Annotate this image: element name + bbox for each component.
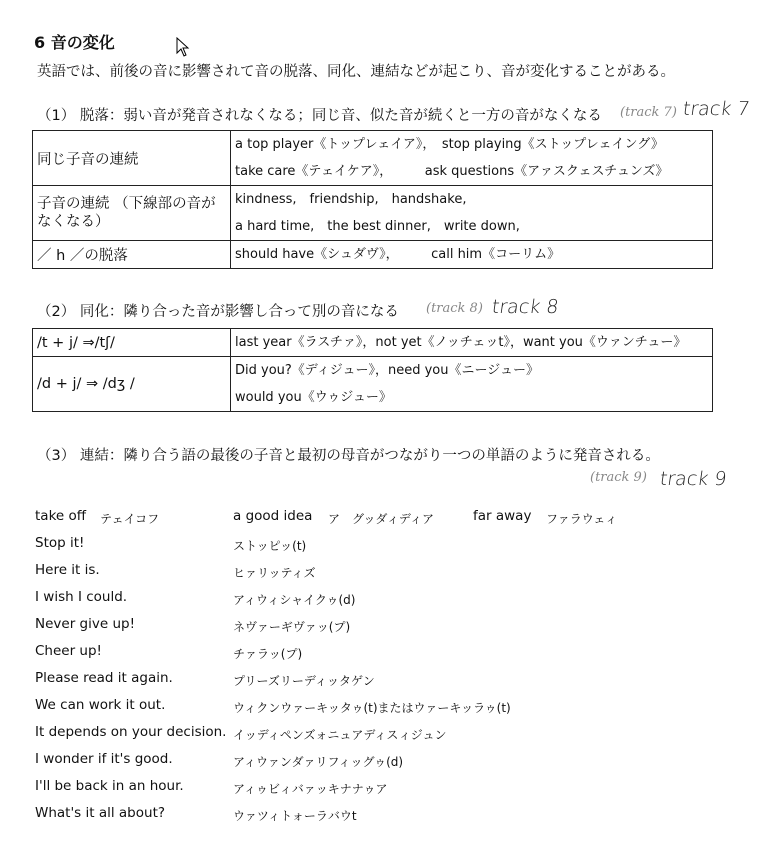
- table-row: [33, 241, 713, 269]
- section3-track-label: (track 9): [590, 470, 647, 485]
- section1-track-handwritten: track 7: [681, 98, 752, 120]
- example-katakana: ストッピッ(t): [233, 539, 307, 553]
- section3-title: （3） 連結：隣り合う語の最後の子音と最初の母音がつながり一つの単語のように発音される。: [37, 448, 660, 464]
- example-line: last year《ラスチァ》，not yet《ノッチェッt》，want you《ウァンチュー》: [235, 335, 687, 350]
- section3-track-handwritten: track 9: [658, 468, 729, 490]
- example-katakana: ファラウェィ: [546, 512, 618, 526]
- example-katakana: アィゥビィバァッキナナゥア: [233, 782, 388, 796]
- section2-title: （2） 同化：隣り合った音が影響し合って別の音になる: [37, 304, 399, 320]
- example-katakana: テェイコフ: [100, 512, 160, 526]
- table-row: [33, 131, 713, 186]
- intro-text: 英語では、前後の音に影響されて音の脱落、同化、連結などが起こり、音が変化することがある。: [37, 64, 675, 80]
- table-row: [33, 329, 713, 357]
- example-english: a good idea: [233, 508, 313, 524]
- example-english: What's it all about?: [35, 805, 166, 821]
- example-english: Cheer up!: [35, 643, 102, 659]
- mouse-cursor-icon: [176, 37, 190, 57]
- table-row: [33, 357, 713, 412]
- example-english: Please read it again.: [35, 670, 173, 686]
- example-katakana: アィウァンダァリフィッグゥ(d): [233, 755, 404, 769]
- example-english: Here it is.: [35, 562, 100, 578]
- example-katakana: ア グッダィディア: [328, 512, 434, 526]
- section2-track-handwritten: track 8: [490, 296, 561, 318]
- section1-table: [32, 130, 713, 269]
- example-line: take care《テェイケア》， ask questions《アァスクェスチュンズ》: [235, 164, 669, 179]
- example-english: I'll be back in an hour.: [35, 778, 184, 794]
- example-katakana: チァラッ(プ): [233, 647, 303, 661]
- example-katakana: プリーズリーディッタゲン: [233, 674, 375, 688]
- row-label: /t + j/ ⇒/tʃ/: [33, 329, 231, 357]
- example-line: kindness, friendship, handshake,: [235, 192, 467, 207]
- example-line: a hard time, the best dinner, write down,: [235, 219, 520, 234]
- section2-track-label: (track 8): [426, 301, 483, 316]
- row-label: 子音の連続 （下線部の音がなくなる）: [33, 186, 231, 241]
- row-content: [231, 329, 713, 357]
- example-katakana: イッディペンズォニュアディスィジュン: [233, 728, 447, 742]
- section2-table: [32, 328, 713, 412]
- example-english: Stop it!: [35, 535, 85, 551]
- example-line: Did you?《ディジュー》，need you《ニージュー》: [235, 363, 539, 378]
- section1-track-label: (track 7): [620, 105, 677, 120]
- row-label: ／ h ／の脱落: [33, 241, 231, 269]
- example-english: It depends on your decision.: [35, 724, 227, 740]
- page-heading: 6 音の変化: [34, 33, 115, 52]
- row-content: [231, 241, 713, 269]
- example-english: I wish I could.: [35, 589, 128, 605]
- example-katakana: ウィクンウァーキッタゥ(t)またはウァーキッラゥ(t): [233, 701, 511, 715]
- example-line: would you《ウゥジュー》: [235, 390, 392, 405]
- section1-title: （1） 脱落：弱い音が発音されなくなる；同じ音、似た音が続くと一方の音がなくなる: [37, 108, 602, 124]
- example-english: We can work it out.: [35, 697, 166, 713]
- row-content: [231, 186, 713, 241]
- row-content: [231, 357, 713, 412]
- example-english: Never give up!: [35, 616, 135, 632]
- example-katakana: ネヴァーギヴァッ(プ): [233, 620, 351, 634]
- example-line: should have《シュダヴ》， call him《コーリム》: [235, 247, 561, 262]
- example-english: I wonder if it's good.: [35, 751, 173, 767]
- example-line: a top player《トップレェイア》， stop playing《ストップレェイング》: [235, 137, 664, 152]
- example-katakana: ウァツィトォーラバウt: [233, 809, 357, 823]
- row-content: [231, 131, 713, 186]
- table-row: [33, 186, 713, 241]
- example-katakana: ヒァリッティズ: [233, 566, 316, 580]
- row-label: /d + j/ ⇒ /dʒ /: [33, 357, 231, 412]
- example-english: far away: [473, 508, 532, 524]
- example-katakana: アィウィシャイクゥ(d): [233, 593, 356, 607]
- example-english: take off: [35, 508, 87, 524]
- row-label: 同じ子音の連続: [33, 131, 231, 186]
